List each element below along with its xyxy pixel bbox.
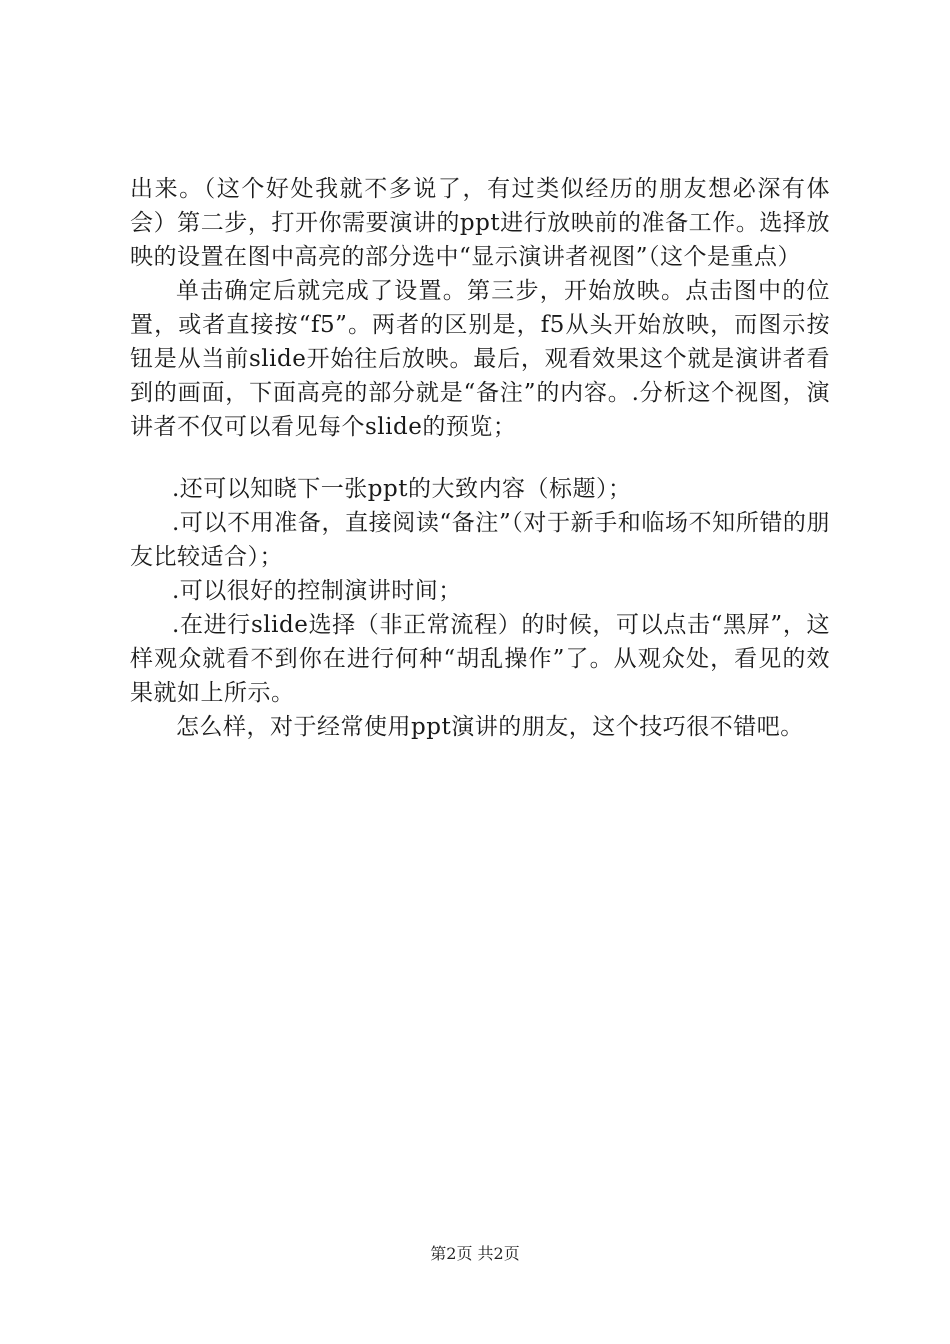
paragraph-conclusion: 怎么样，对于经常使用ppt演讲的朋友，这个技巧很不错吧。 — [176, 714, 804, 740]
list-item-black-screen: .在进行slide选择（非正常流程）的时候，可以点击“黑屏”，这样观众就看不到你在进行何种“胡乱操作”了。从观众处，看见的效果就如上所示。 — [130, 612, 830, 706]
list-item-read-notes: .可以不用准备，直接阅读“备注”（对于新手和临场不知所错的朋友比较适合）； — [130, 510, 830, 570]
paragraph-continuation: 出来。（这个好处我就不多说了，有过类似经历的朋友想必深有体会）第二步，打开你需要演讲的ppt进行放映前的准备工作。选择放映的设置在图中高亮的部分选中“显示演讲者视图”（这个是重点） — [130, 176, 830, 270]
list-item-next-slide: .还可以知晓下一张ppt的大致内容（标题）； — [172, 476, 632, 502]
paragraph-gap — [130, 444, 830, 472]
list-item-control-time: .可以很好的控制演讲时间； — [172, 578, 462, 604]
paragraph-step-three: 单击确定后就完成了设置。第三步，开始放映。点击图中的位置，或者直接按“f5”。两者的区别是，f5从头开始放映，而图示按钮是从当前slide开始往后放映。最后，观看效果这个就是演讲者看到的画面，下面高亮的部分就是“备注”的内容。.分析这个视图，演讲者不仅可以看见每个slide的预览； — [130, 278, 830, 440]
page-number-footer: 第2页 共2页 — [430, 1244, 520, 1263]
document-body — [130, 172, 830, 744]
